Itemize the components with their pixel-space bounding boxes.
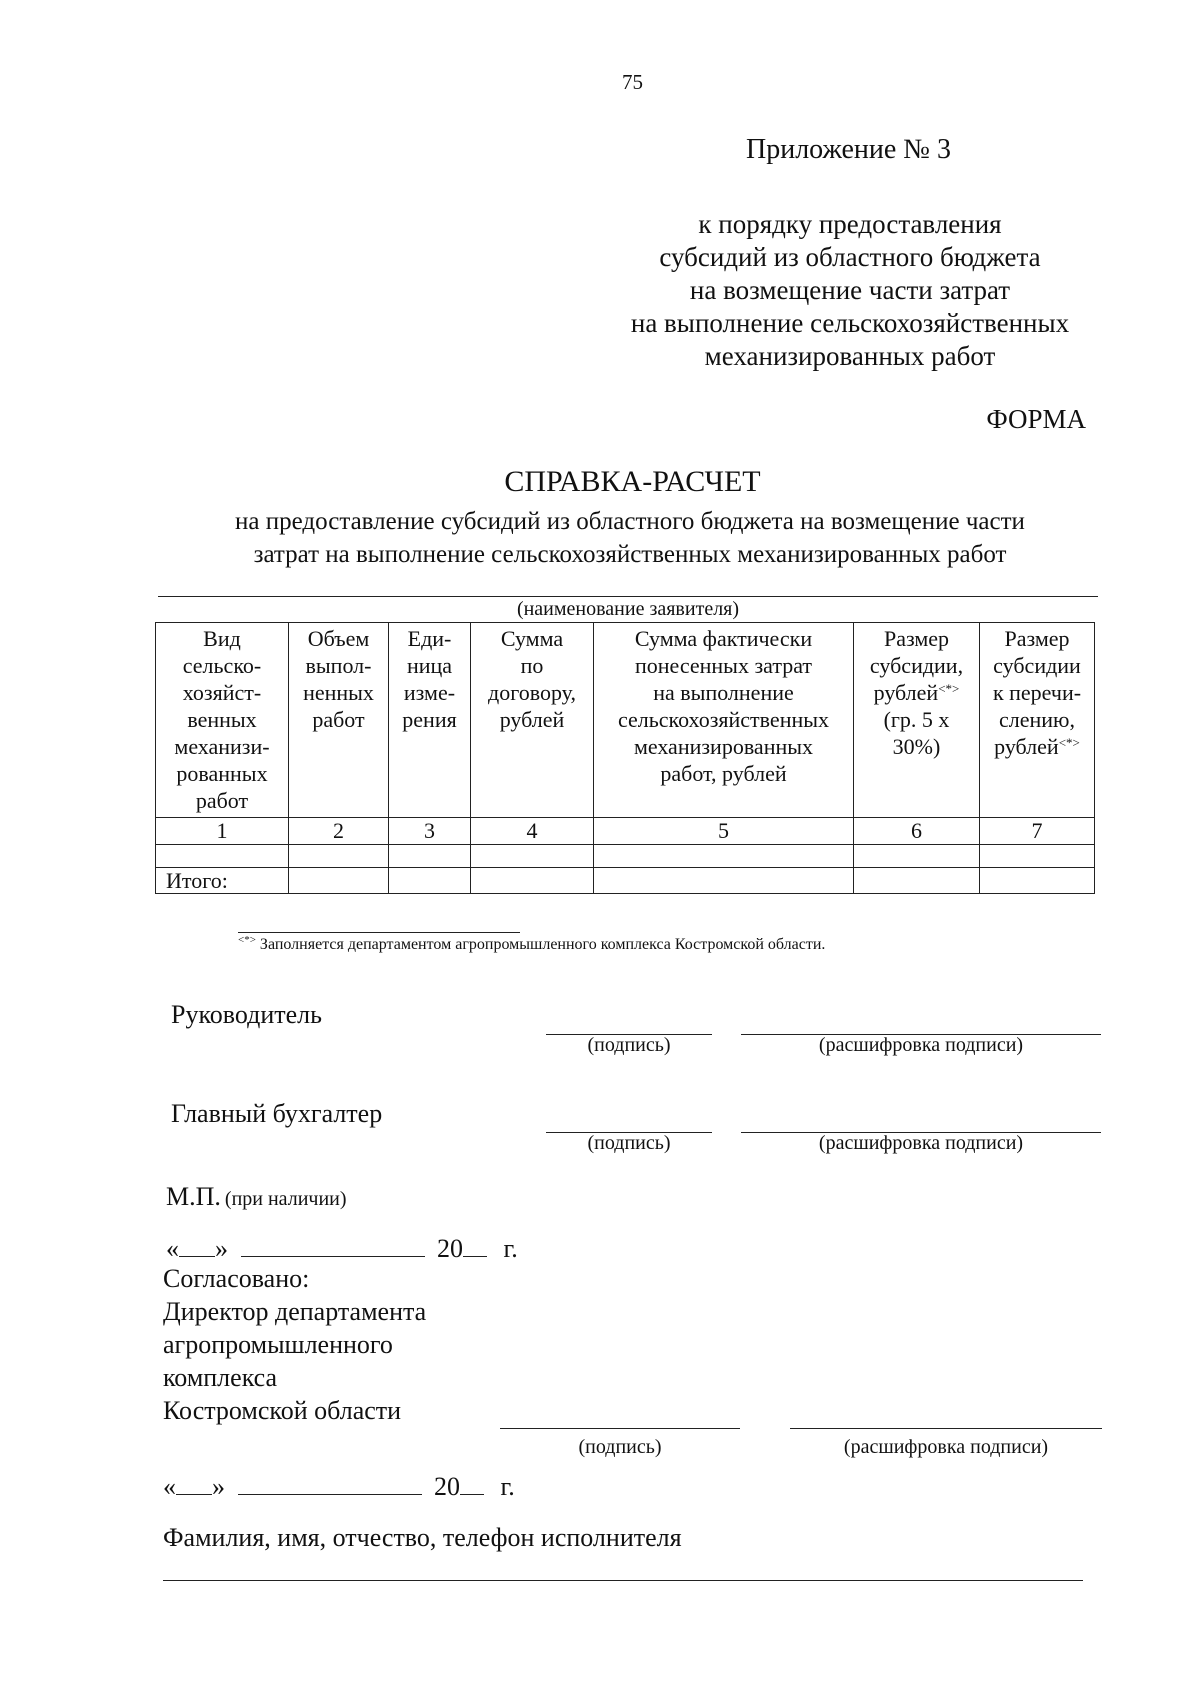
header-cell: Размер субсидии к перечи- слению, рублей<*> (980, 623, 1095, 818)
stamp-place (166, 1182, 347, 1212)
table-cell[interactable] (389, 845, 471, 868)
calculation-table (155, 622, 1095, 894)
footnote-mark: <*> (1058, 735, 1080, 750)
date-field[interactable]: « » 20 г. (166, 1234, 518, 1263)
document-subtitle (140, 505, 1120, 571)
total-row (156, 868, 1095, 894)
table-cell[interactable] (389, 868, 471, 894)
appendix-line: к порядку предоставления (698, 209, 1002, 239)
header-cell: Еди- ница изме- рения (389, 623, 471, 818)
column-number: 5 (594, 818, 854, 845)
header-cell: Вид сельско- хозяйст- венных механизи- рованных работ (156, 623, 289, 818)
table-cell[interactable] (980, 868, 1095, 894)
year-blank[interactable] (460, 1472, 484, 1495)
header-cell: Сумма фактически понесенных затрат на выполнение сельскохозяйственных механизированных работ, рублей (594, 623, 854, 818)
director-name-field[interactable] (790, 1428, 1102, 1429)
approval-date-field[interactable]: « » 20 г. (163, 1472, 515, 1501)
column-number: 4 (471, 818, 594, 845)
appendix-line: на возмещение части затрат (689, 275, 1011, 305)
approval-line: комплекса (163, 1363, 278, 1392)
approval-line: агропромышленного (163, 1330, 393, 1359)
applicant-name-field[interactable] (158, 596, 1098, 597)
subtitle-line: на предоставление субсидий из областного бюджета на возмещение части (235, 508, 1025, 535)
approval-line: Директор департамента (163, 1297, 427, 1326)
table-cell[interactable] (289, 868, 389, 894)
signature-caption: (подпись) (587, 1034, 671, 1056)
column-number: 6 (854, 818, 980, 845)
footnote-divider (238, 932, 520, 933)
appendix-line: на выполнение сельскохозяйственных (630, 308, 1070, 338)
head-label: Руководитель (171, 1000, 322, 1029)
appendix-line: механизированных работ (704, 341, 996, 371)
form-label: ФОРМА (986, 404, 1086, 434)
table-cell[interactable] (289, 845, 389, 868)
year-blank[interactable] (463, 1234, 487, 1257)
table-cell[interactable] (471, 868, 594, 894)
header-cell: Объем выпол- ненных работ (289, 623, 389, 818)
stamp-note: (при наличии) (224, 1188, 347, 1210)
chief-accountant-label: Главный бухгалтер (171, 1099, 383, 1128)
month-blank[interactable] (238, 1472, 422, 1495)
executor-field[interactable] (163, 1580, 1083, 1581)
decode-caption: (расшифровка подписи) (843, 1436, 1049, 1458)
table-cell[interactable] (594, 845, 854, 868)
total-label: Итого: (156, 868, 289, 894)
stamp-label: М.П. (166, 1182, 221, 1211)
table-cell[interactable] (980, 845, 1095, 868)
applicant-caption: (наименование заявителя) (516, 598, 740, 620)
decode-caption: (расшифровка подписи) (818, 1034, 1024, 1056)
day-blank[interactable] (179, 1234, 215, 1257)
table-cell[interactable] (471, 845, 594, 868)
executor-label: Фамилия, имя, отчество, телефон исполнителя (163, 1523, 682, 1552)
table-header-row (156, 623, 1095, 818)
column-number: 3 (389, 818, 471, 845)
footnote-mark: <*> (238, 934, 256, 946)
subtitle-line: затрат на выполнение сельскохозяйственных механизированных работ (253, 541, 1007, 568)
header-cell: Размер субсидии, рублей<*> (гр. 5 х 30%) (854, 623, 980, 818)
appendix-text (600, 208, 1100, 373)
column-number: 2 (289, 818, 389, 845)
header-cell: Сумма по договору, рублей (471, 623, 594, 818)
footnote-text: Заполняется департаментом агропромышленного комплекса Костромской области. (259, 936, 826, 953)
column-number: 7 (980, 818, 1095, 845)
footnote-mark: <*> (938, 681, 960, 696)
table-row (156, 845, 1095, 868)
document-title: СПРАВКА-РАСЧЕТ (504, 465, 761, 498)
column-numbers-row (156, 818, 1095, 845)
month-blank[interactable] (241, 1234, 425, 1257)
director-signature-field[interactable] (500, 1428, 740, 1429)
decode-caption: (расшифровка подписи) (818, 1132, 1024, 1154)
table-cell[interactable] (156, 845, 289, 868)
approval-line: Согласовано: (163, 1264, 310, 1293)
page-number: 75 (622, 70, 643, 94)
appendix-title: Приложение № 3 (746, 134, 951, 165)
approval-block (163, 1262, 426, 1427)
column-number: 1 (156, 818, 289, 845)
approval-line: Костромской области (163, 1396, 402, 1425)
signature-caption: (подпись) (587, 1132, 671, 1154)
day-blank[interactable] (176, 1472, 212, 1495)
table-cell[interactable] (594, 868, 854, 894)
appendix-line: субсидий из областного бюджета (659, 242, 1041, 272)
table-cell[interactable] (854, 845, 980, 868)
signature-caption: (подпись) (578, 1436, 662, 1458)
footnote (238, 936, 825, 954)
table-cell[interactable] (854, 868, 980, 894)
